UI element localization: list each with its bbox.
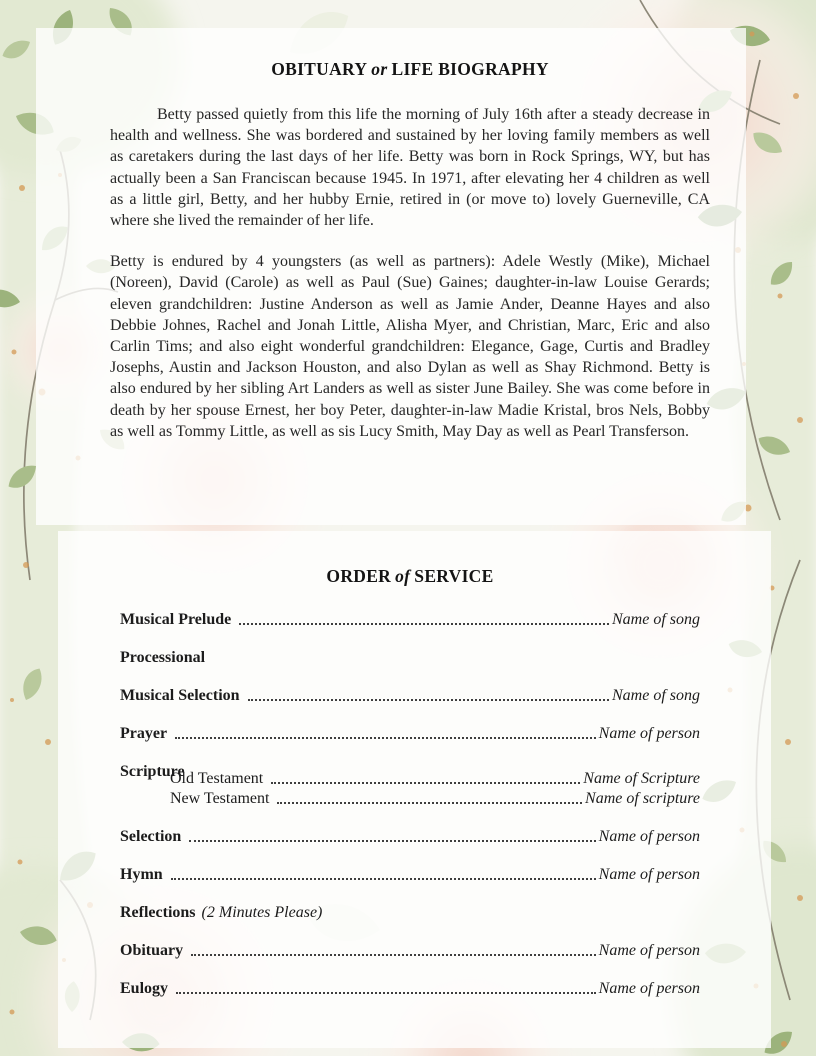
- service-item-obituary: [120, 940, 700, 961]
- scripture-sub-value: Name of Scripture: [583, 770, 700, 787]
- order-of-service-section: [58, 531, 771, 1048]
- obituary-title-post: LIFE BIOGRAPHY: [391, 59, 549, 79]
- service-item-value: Name of person: [598, 942, 700, 959]
- obituary-title: [110, 58, 710, 80]
- scripture-sub-label: New Testament: [170, 790, 270, 807]
- service-item-label: Musical Selection: [120, 687, 240, 704]
- service-item-selection: [120, 826, 700, 847]
- service-item-prayer: [120, 723, 700, 744]
- service-item-eulogy: [120, 978, 700, 999]
- service-title-pre: ORDER: [326, 566, 392, 586]
- service-item-label: Eulogy: [120, 980, 169, 997]
- service-item-list: [120, 609, 700, 999]
- service-item-label: Selection: [120, 828, 182, 845]
- service-item-processional: [120, 647, 700, 668]
- service-item-value: Name of song: [612, 611, 700, 628]
- obituary-title-or: or: [371, 59, 388, 79]
- dotted-leader: [239, 621, 609, 625]
- dotted-leader: [189, 838, 595, 842]
- service-item-reflections: [120, 902, 700, 923]
- service-item-value: Name of person: [598, 828, 700, 845]
- service-item-label: Processional: [120, 649, 206, 666]
- scripture-new-testament: [170, 789, 700, 809]
- service-item-value: Name of person: [598, 980, 700, 997]
- service-item-musical-selection: [120, 685, 700, 706]
- service-item-note: (2 Minutes Please): [201, 904, 323, 921]
- order-of-service-title: [120, 565, 700, 587]
- scripture-old-testament: [170, 769, 700, 789]
- service-item-label: Hymn: [120, 866, 163, 883]
- dotted-leader: [271, 780, 580, 784]
- obituary-title-pre: OBITUARY: [271, 59, 368, 79]
- service-item-label: Prayer: [120, 725, 168, 742]
- scripture-sub-label: Old Testament: [170, 770, 264, 787]
- service-item-value: Name of person: [598, 725, 700, 742]
- dotted-leader: [277, 800, 582, 804]
- service-item-label: Musical Prelude: [120, 611, 232, 628]
- service-item-label: Obituary: [120, 942, 184, 959]
- dotted-leader: [176, 990, 596, 994]
- scripture-sub-value: Name of scripture: [585, 790, 700, 807]
- scripture-sublist: [170, 769, 700, 809]
- dotted-leader: [248, 697, 609, 701]
- obituary-paragraph-2: Betty is endured by 4 youngsters (as well as partners): Adele Westly (Mike), Michael (Noreen), David (Carole) as well as Paul (Sue) Gaines; daughter-in-law Louise Gerards; eleven grandchildren: Justine Anderson as well as Jamie Ander, Deanne Hayes and also Debbie Johnes, Rachel and Jonah Little, Alisha Myer, and Christian, Marc, Eric and also Carlin Tims; and also eight wonderful grandchildren: Elegance, Gage, Curtis and Bradley Josephs, Austin and Jackson Houston, and also Dylan as well as Shay Richmond. Betty is also endured by her sibling Art Landers as well as sister June Bailey. She was come before in death by her spouse Ernest, her boy Peter, daughter-in-law Madie Kristal, bros Nels, Bobby as well as Tommy Little, as well as sis Lucy Smith, May Day as well as Pearl Transferson.: [110, 253, 710, 440]
- service-item-label: Scripture: [120, 763, 185, 780]
- service-item-musical-prelude: [120, 609, 700, 630]
- obituary-body: [110, 104, 710, 442]
- obituary-section: [36, 28, 746, 525]
- service-title-post: SERVICE: [414, 566, 494, 586]
- dotted-leader: [175, 735, 596, 739]
- service-title-of: of: [395, 566, 411, 586]
- service-item-value: Name of person: [598, 866, 700, 883]
- service-item-value: Name of song: [612, 687, 700, 704]
- obituary-paragraph-1: Betty passed quietly from this life the morning of July 16th after a steady decrease in health and wellness. She was bordered and sustained by her loving family members as well as caretakers during the last days of her life. Betty was born in Rock Springs, WY, but has actually been a San Franciscan because 1945. In 1971, after elevating her 4 children as well as a little girl, Betty, and her hubby Ernie, retired in (or move to) lovely Guerneville, CA where she lived the remainder of her life.: [110, 106, 710, 230]
- service-item-label: Reflections: [120, 904, 196, 921]
- dotted-leader: [171, 876, 596, 880]
- dotted-leader: [191, 952, 596, 956]
- service-item-hymn: [120, 864, 700, 885]
